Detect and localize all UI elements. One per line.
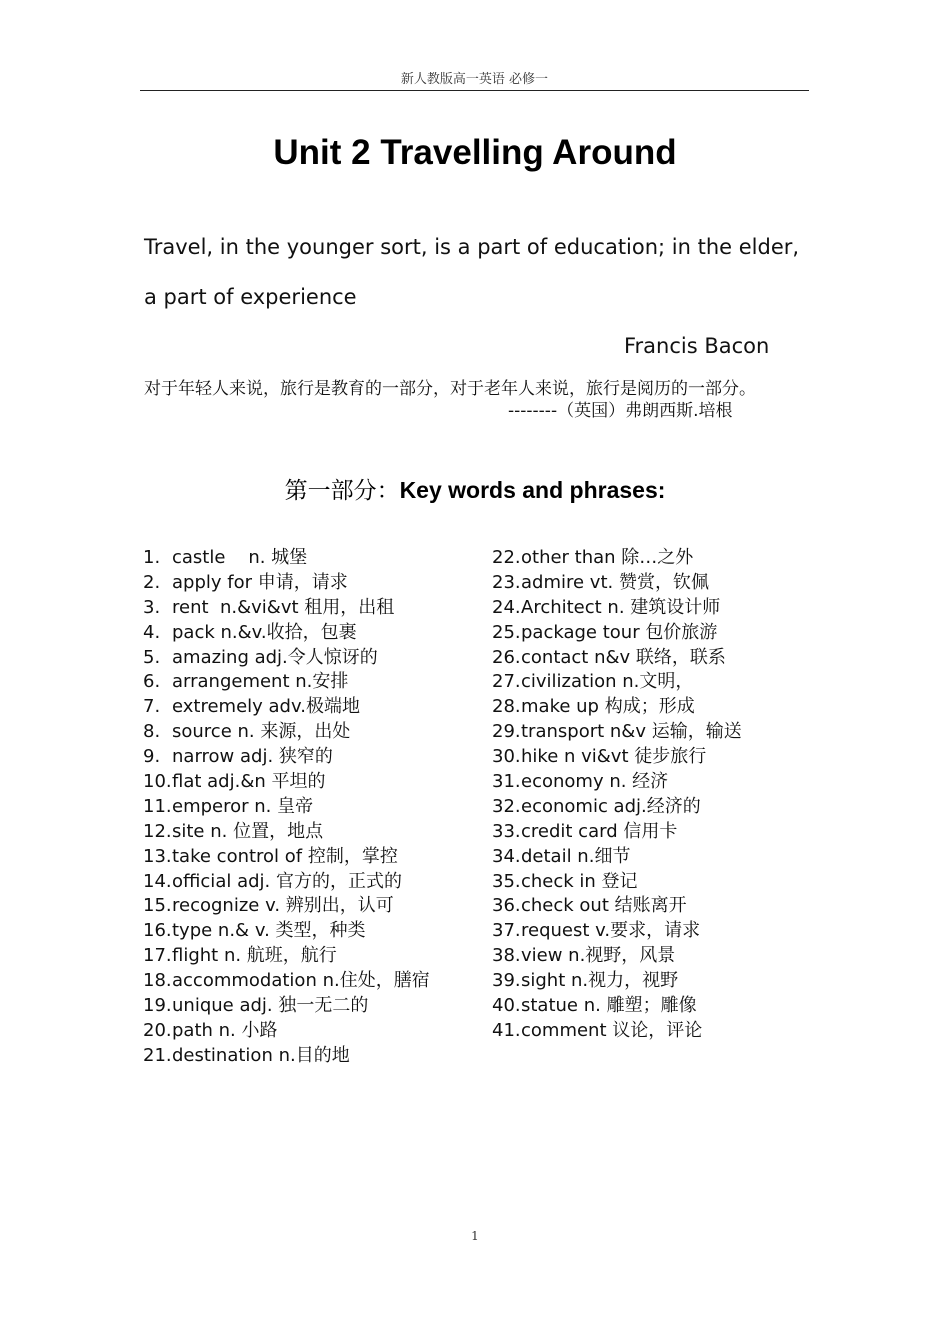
vocab-number: 30. [492,746,521,768]
vocab-entry: recognize v. 辨别出，认可 [172,895,394,917]
vocab-number: 33. [492,820,521,842]
vocab-number: 14. [143,870,172,892]
vocab-entry: statue n. 雕塑；雕像 [521,995,697,1017]
vocab-number: 29. [492,721,521,743]
vocab-item [492,546,822,571]
vocab-item [143,745,483,770]
document-title: Unit 2 Travelling Around [273,133,677,172]
quote-line-2: a part of experience [144,285,357,309]
vocab-item [143,1044,483,1069]
vocab-item [143,695,483,720]
vocab-item [492,944,822,969]
vocab-number: 1. [143,547,161,568]
vocab-entry: destination n.目的地 [172,1044,350,1066]
vocab-item [143,621,483,646]
vocab-item [143,994,483,1019]
vocab-item [143,670,483,695]
vocab-item [492,621,822,646]
vocab-entry: rent n.&vi&vt 租用，出租 [172,596,395,618]
vocab-entry: path n. 小路 [172,1019,278,1041]
page-number: 1 [471,1229,479,1243]
vocab-number: 25. [492,621,521,643]
quote-author: Francis Bacon [624,334,770,358]
vocab-entry: arrangement n.安排 [172,671,349,693]
vocab-item [492,845,822,870]
vocab-entry: economic adj.经济的 [521,795,701,817]
vocab-entry: type n.& v. 类型，种类 [172,920,366,942]
vocab-entry: make up 构成；形成 [521,696,695,718]
vocab-list-right [492,546,822,1044]
vocab-entry: flat adj.&n 平坦的 [172,771,326,793]
vocab-entry: castle n. 城堡 [172,547,308,568]
vocab-number: 11. [143,795,172,817]
vocab-entry: Architect n. 建筑设计师 [521,596,721,618]
vocab-item [492,695,822,720]
vocab-number: 23. [492,571,521,593]
vocab-entry: contact n&v 联络，联系 [521,646,726,668]
vocab-entry: civilization n.文明， [521,671,694,693]
vocab-item [143,720,483,745]
vocab-item [492,646,822,671]
vocab-number: 19. [143,995,172,1017]
vocab-item [492,745,822,770]
vocab-number: 24. [492,596,521,618]
vocab-item [492,969,822,994]
vocab-number: 20. [143,1019,172,1041]
vocab-entry: emperor n. 皇帝 [172,795,314,817]
vocab-item [492,670,822,695]
vocab-item [143,820,483,845]
vocab-entry: apply for 申请，请求 [172,571,348,593]
vocab-item [492,571,822,596]
vocab-number: 36. [492,895,521,917]
vocab-item [492,596,822,621]
vocab-entry: credit card 信用卡 [521,820,678,842]
vocab-item [492,994,822,1019]
vocab-entry: unique adj. 独一无二的 [172,995,369,1017]
vocab-item [143,845,483,870]
vocab-list-left [143,546,483,1069]
vocab-entry: pack n.&v.收拾，包裹 [172,621,357,643]
vocab-entry: flight n. 航班，航行 [172,945,337,967]
vocab-number: 34. [492,845,521,867]
vocab-number: 26. [492,646,521,668]
vocab-number: 39. [492,970,521,992]
vocab-entry: source n. 来源，出处 [172,721,351,743]
vocab-entry: comment 议论，评论 [521,1019,703,1041]
vocab-item [492,894,822,919]
vocab-entry: take control of 控制，掌控 [172,845,398,867]
vocab-number: 38. [492,945,521,967]
section-label-chinese: 第一部分： [284,478,400,504]
vocab-item [143,770,483,795]
vocab-number: 22. [492,547,521,568]
vocab-entry: site n. 位置，地点 [172,820,324,842]
vocab-item [143,919,483,944]
quote-line-1: Travel, in the younger sort, is a part of education; in the elder, [144,235,800,259]
vocab-number: 17. [143,945,172,967]
vocab-entry: extremely adv.极端地 [172,696,360,718]
vocab-number: 37. [492,920,521,942]
vocab-number: 7. [143,696,161,718]
vocab-entry: check out 结账离开 [521,895,687,917]
quote-block [144,222,824,322]
vocab-item [143,870,483,895]
vocab-item [492,1019,822,1044]
vocab-number: 8. [143,721,161,743]
quote-chinese: 对于年轻人来说，旅行是教育的一部分，对于老年人来说，旅行是阅历的一部分。 [144,379,756,399]
vocab-number: 28. [492,696,521,718]
vocab-number: 10. [143,771,172,793]
vocab-entry: package tour 包价旅游 [521,621,718,643]
vocab-number: 6. [143,671,161,693]
vocab-number: 15. [143,895,172,917]
vocab-entry: check in 登记 [521,870,638,892]
vocab-item [143,571,483,596]
vocab-number: 13. [143,845,172,867]
vocab-item [143,596,483,621]
vocab-number: 3. [143,596,161,618]
vocab-item [492,919,822,944]
section-label-english: Key words and phrases: [399,477,666,503]
vocab-entry: amazing adj.令人惊讶的 [172,646,378,668]
vocab-item [492,820,822,845]
vocab-item [143,894,483,919]
vocab-entry: accommodation n.住处，膳宿 [172,970,430,992]
vocab-entry: transport n&v 运输，输送 [521,721,742,743]
vocab-item [143,944,483,969]
vocab-number: 18. [143,970,172,992]
vocab-number: 16. [143,920,172,942]
vocab-entry: hike n vi&vt 徒步旅行 [521,746,707,768]
section-heading [0,470,950,511]
vocab-entry: request v.要求，请求 [521,920,701,942]
vocab-number: 9. [143,746,161,768]
quote-chinese-attribution: --------（英国）弗朗西斯.培根 [508,401,733,421]
vocab-entry: other than 除…之外 [521,547,694,568]
vocab-item [143,646,483,671]
vocab-item [492,870,822,895]
vocab-number: 2. [143,571,161,593]
vocab-number: 5. [143,646,161,668]
vocab-number: 12. [143,820,172,842]
vocab-number: 27. [492,671,521,693]
running-header: 新人教版高一英语 必修一 [140,70,809,91]
vocab-entry: admire vt. 赞赏，钦佩 [521,571,709,593]
vocab-entry: economy n. 经济 [521,771,669,793]
vocab-number: 35. [492,870,521,892]
vocab-item [143,795,483,820]
vocab-item [143,969,483,994]
vocab-number: 41. [492,1019,521,1041]
vocab-item [143,546,483,571]
vocab-entry: sight n.视力，视野 [521,970,679,992]
vocab-entry: narrow adj. 狭窄的 [172,746,333,768]
vocab-number: 40. [492,995,521,1017]
vocab-item [492,795,822,820]
vocab-entry: detail n.细节 [521,845,631,867]
vocab-number: 32. [492,795,521,817]
vocab-item [492,720,822,745]
vocab-number: 4. [143,621,161,643]
vocab-number: 21. [143,1044,172,1066]
vocab-entry: official adj. 官方的，正式的 [172,870,402,892]
vocab-item [492,770,822,795]
vocab-number: 31. [492,771,521,793]
vocab-entry: view n.视野，风景 [521,945,676,967]
vocab-item [143,1019,483,1044]
